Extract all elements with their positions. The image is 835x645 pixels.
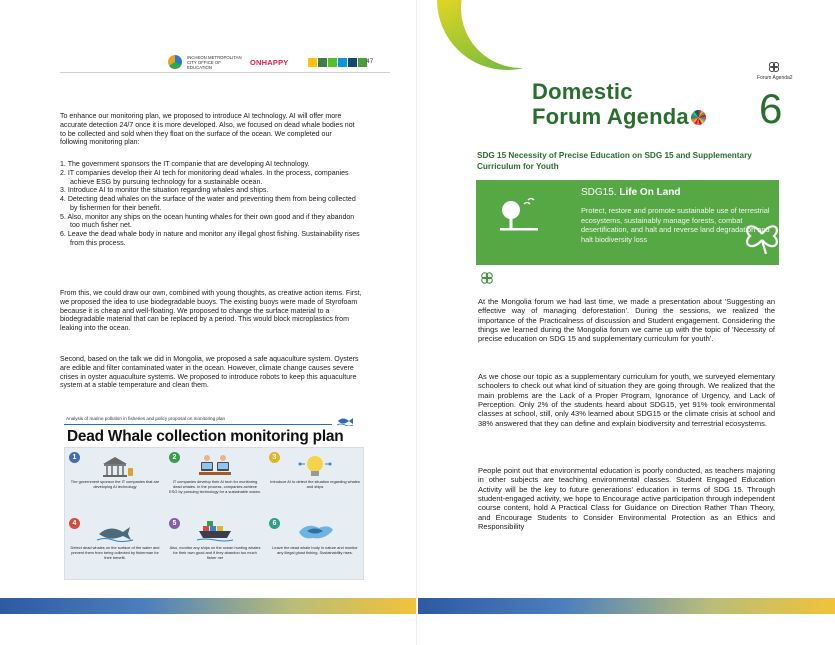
infographic-cell [65,448,165,514]
monitoring-infographic [64,416,364,580]
sdg15-box [476,180,779,265]
ai-lightbulb-icon [295,454,335,478]
sdg-icon [318,58,327,67]
step-badge: 6 [269,518,280,529]
step-caption: Also, monitor any ships on the ocean hunting whales for their own good and if they abandon too much fisher net [169,545,261,560]
onhappy-brand: ONHAPPY [250,57,289,67]
infographic-rule [64,424,332,425]
mongolia-forum-paragraph: At the Mongolia forum we had last time, we made a presentation about 'Suggesting an effective way of managing deforestation'. During the sessions, we realized the importance of the Practicalness of discussion and Student engagement. Considering the things we learned during the Mongolia forum we came up with the topic of 'Necessity of precise education on SDG 15 and supplementary curriculum for youth'. [478,297,775,344]
sdg-icons [308,58,367,67]
list-item: 3. Introduce AI to monitor the situation regarding whales and ships. [60,187,269,195]
office-logo-icon [168,55,182,69]
aquaculture-paragraph: Second, based on the talk we did in Mongolia, we proposed a safe aquaculture system. Oysters are edible and filter contaminated water in the ocean. However, climate change causes severe crises in oyster aquaculture systems. We proposed to introduce robots to keep this aquaculture system at a stable temperature and clean them. [60,356,359,390]
step-badge: 5 [169,518,180,529]
sdg15-prefix: SDG15. [581,187,620,198]
step-caption: Detect dead whales on the surface of the water and prevent them from being collected by fisherman for their benefit. [70,545,160,560]
step-caption: Introduce AI to detect the situation regarding whales and ships [270,479,360,489]
agenda-subtitle: SDG 15 Necessity of Precise Education on SDG 15 and Supplementary Curriculum for Youth [477,151,752,171]
page-header [168,54,367,70]
sdg-wheel-icon [691,110,706,125]
sdg15-title: Life On Land [619,187,681,198]
clover-icon [738,210,786,258]
forum-agenda-label: Forum Agenda2 [757,75,793,81]
infographic-label: Analysis of marine pollution in fisheries and policy proposal on monitoring plan [66,416,226,421]
infographic-title: Dead Whale collection monitoring plan [67,428,344,445]
infographic-cell [265,514,365,580]
infographic-cell [265,448,365,514]
title-line-1: Domestic [532,79,633,104]
clover-icon [767,60,781,74]
step-caption: The government sponsor the IT companies that are developing AI technology [70,479,160,489]
infographic-cell [165,514,265,580]
dead-whale-icon [95,520,135,544]
ocean-whale-icon [295,520,335,544]
intro-paragraph: To enhance our monitoring plan, we proposed to introduce AI technology. AI will offer more accurate detection 24/7 once it is more developed. Also, we focused on dead whale bodies not to be collected and sold when they float on the surface of the ocean. We completed our following monitoring plan: [60,113,355,147]
life-on-land-icon [494,190,544,240]
agenda-number: 6 [759,85,783,132]
footer-gradient-bar [0,598,416,614]
left-page [0,0,417,645]
step-caption: Leave the dead whale body in nature and monitor any illegal ghost fishing. Sustainability rises. [272,545,358,555]
step-badge: 4 [69,518,80,529]
education-paragraph: People point out that environmental education is poorly conducted, as teachers majoring in other subjects are teaching environmental classes. Student Engaged Education Activity will be the key to future generations' education in terms of SDG 15. Through student-engaged activity, we hope to Encourage active participation through independent course content, hold A Practical Class for Guidance on Direction Rather Than Theory, and Encourage Students to Consider Environmental Protection as an Ethics and Responsibility [478,466,775,532]
buoys-paragraph: From this, we could draw our own, combined with young thoughts, as creative action items. First, we proposed the idea to use biodegradable buoys. The existing buoys were made of Styrofoam because it is cheap and well-floating. We proposed to change the surface material to a biodegradable material that can be replaced by a period. This would block microplastics from leaking into the ocean. [60,290,362,332]
sdg-icon [338,58,347,67]
office-logo-text: INCHEON METROPOLITAN CITY OFFICE OF EDUCATION [187,54,242,70]
clover-icon [479,270,495,286]
list-item: 5. Also, monitor any ships on the ocean hunting whales for their own good and if they abandon too much fisher net. [60,213,355,230]
title-line-2-text: Forum Agenda [532,104,689,129]
list-item: 6. Leave the dead whale body in nature and monitor any illegal ghost fishing. Sustainability rises from this process. [60,231,360,247]
page-number: 47 [366,58,374,65]
infographic-cell [65,514,165,580]
step-badge: 2 [169,452,180,463]
title-line-2 [532,104,706,129]
sdg-icon [328,58,337,67]
header-divider [60,72,390,73]
sdg15-description: Protect, restore and promote sustainable use of terrestrial ecosystems, sustainably manage forests, combat desertification, and halt and reverse land degradation and halt biodiversity loss [581,206,770,245]
sdg15-heading [581,187,680,198]
footer-gradient-bar [418,598,835,614]
survey-paragraph: As we chose our topic as a supplementary curriculum for youth, we surveyed elementary schoolers to check out what kind of situation they are going through. We realized that the main problems are the Lack of a Proper Program, Ignorance of Urgency, and Lack of Perception. Only 2% of the students heard about SDG15, yet 91% took environmental classes at school, still, only 43% learned about SDG15 or the climate crisis at school and 38% answered that they can define and explain biodiversity and terrestrial ecosystems. [478,372,775,428]
list-item: 4. Detecting dead whales on the surface of the water and preventing them from being collected by fishermen for their benefit. [60,196,356,212]
fish-icon [336,416,354,426]
cargo-ship-icon [195,520,235,544]
ai-developers-icon [195,454,235,478]
list-item: 1. The government sponsors the IT companie that are developing AI technology. [60,161,310,168]
step-badge: 1 [69,452,80,463]
sdg-icon [348,58,357,67]
sdg-icon [308,58,317,67]
page-title [532,79,706,129]
step-badge: 3 [269,452,280,463]
list-item: 2. IT companies develop their AI tech for monitoring dead whales. In the process, companies achieve ESG by pursuing technology for a sustainable ocean. [60,169,349,186]
monitoring-plan-list [60,161,365,249]
step-caption: IT companies develop their AI tech for monitoring dead whales. In the process, companies achieve ESG by pursuing technology for a sustainable ocean. [169,479,261,494]
infographic-cell [165,448,265,514]
government-building-icon [95,454,135,478]
infographic-panel [64,447,364,580]
right-page [417,0,835,645]
